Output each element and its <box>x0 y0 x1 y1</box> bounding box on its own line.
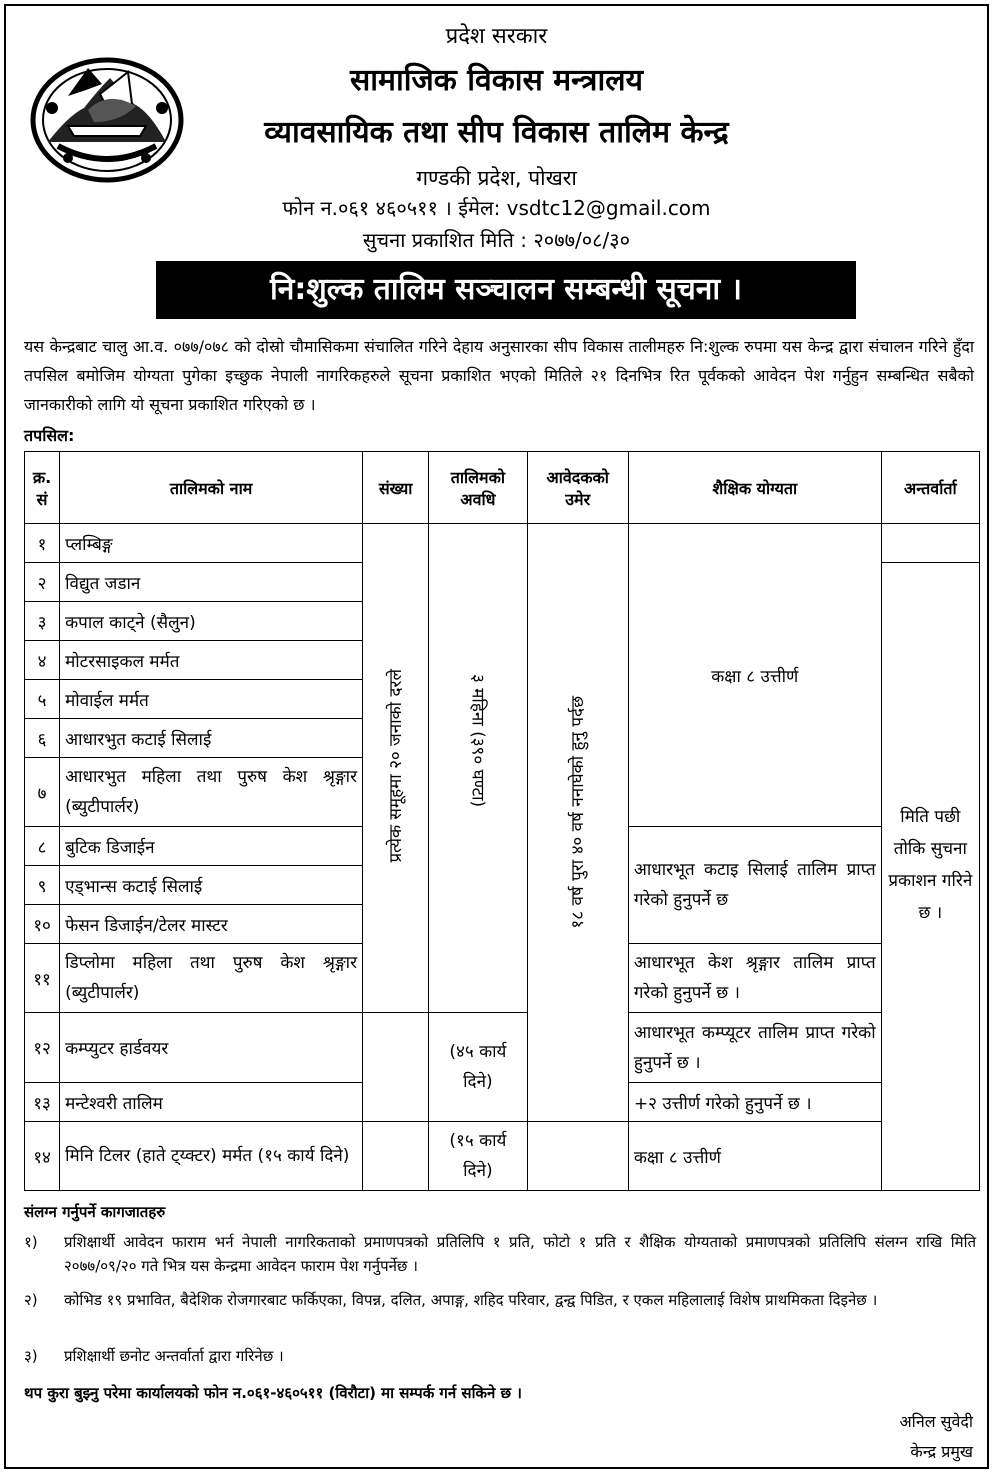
table-cell-sn: ५ <box>25 680 60 719</box>
table-cell-sn: ३ <box>25 602 60 641</box>
attachments-title: संलग्न गर्नुपर्ने कागजातहरु <box>24 1203 166 1221</box>
header-ministry: सामाजिक विकास मन्त्रालय <box>349 63 644 98</box>
table-cell-name: विद्युत जडान <box>60 563 363 602</box>
table-cell-qual-sewing: आधारभूत कटाइ सिलाई तालिम प्राप्त गरेको हुनुपर्ने छ <box>628 827 881 944</box>
attachment-number: २) <box>24 1291 38 1309</box>
table-cell-name: मोटरसाइकल मर्मत <box>60 641 363 680</box>
table-cell-name: आधारभुत महिला तथा पुरुष केश श्रृङ्गार (ब्युटीपार्लर) <box>60 758 363 827</box>
tapsil-label: तपसिल: <box>24 426 75 445</box>
table-cell-interview-merged <box>881 563 979 1191</box>
table-cell-name: प्लम्बिङ्ग <box>60 524 363 563</box>
table-cell-qual-beauty: आधारभूत केश श्रृङ्गार तालिम प्राप्त गरेको हुनुपर्ने छ । <box>628 944 881 1013</box>
table-cell-count-empty <box>363 1122 429 1191</box>
table-cell-sn: ४ <box>25 641 60 680</box>
header-sn: क्र. सं <box>25 452 60 524</box>
table-cell-count-merged <box>363 524 429 1013</box>
attachment-number: १) <box>24 1233 38 1251</box>
table-cell-duration-45: (४५ कार्य दिने) <box>429 1013 527 1122</box>
notice-page <box>4 4 989 1469</box>
table-cell-count-empty <box>363 1013 429 1122</box>
header-published-date: सुचना प्रकाशित मिति : २०७७/०८/३० <box>362 228 631 252</box>
table-cell-sn: २ <box>25 563 60 602</box>
table-cell-name: एड्भान्स कटाई सिलाई <box>60 866 363 905</box>
header-name: तालिमको नाम <box>60 452 363 524</box>
header-age: आवेदकको उमेर <box>527 452 628 524</box>
table-cell-qual-computer: आधारभूत कम्प्यूटर तालिम प्राप्त गरेको हुनुपर्ने छ । <box>628 1013 881 1083</box>
table-cell-sn: १२ <box>25 1013 60 1083</box>
table-cell-sn: ९ <box>25 866 60 905</box>
header-interview: अन्तर्वार्ता <box>881 452 979 524</box>
table-cell-sn: ८ <box>25 827 60 866</box>
table-cell-name: मन्टेश्वरी तालिम <box>60 1083 363 1122</box>
table-cell-qual-plus2: +२ उत्तीर्ण गरेको हुनुपर्ने छ । <box>628 1083 881 1122</box>
intro-paragraph: यस केन्द्रबाट चालु आ.व. ०७७/०७८ को दोस्रो चौमासिकमा संचालित गरिने देहाय अनुसारका सीप विकास तालीमहरु नि:शुल्क रुपमा यस केन्द्र द्वारा संचालन गरिने हुँदा तपसिल बमोजिम योग्यता पुगेका इच्छुक नेपाली नागरिकहरुले सूचना प्रकाशित भएको मितिले २१ दिनभित्र रित पूर्वकको आवेदन पेश गर्नुहुन सम्बन्धित सबैको जानकारीको लागि यो सूचना प्रकाशित गरिएको छ । <box>24 337 974 414</box>
header-location: गण्डकी प्रदेश, पोखरा <box>416 166 577 190</box>
header-duration: तालिमको अवधि <box>429 452 527 524</box>
count-merged-text: प्रत्येक समूहमा २० जनाको दरले <box>386 668 407 863</box>
header-contact: फोन न.०६१ ४६०५११ । ईमेल: vsdtc12@gmail.com <box>282 196 711 220</box>
table-cell-name: डिप्लोमा महिला तथा पुरुष केश श्रृङ्गार (ब्युटीपार्लर) <box>60 944 363 1013</box>
header-center: व्यावसायिक तथा सीप विकास तालिम केन्द्र <box>264 115 729 150</box>
age-merged-text: १८ वर्ष पुरा ४० वर्ष ननाघेको हुनु पर्दछ <box>568 696 589 929</box>
attachment-number: ३) <box>24 1347 38 1365</box>
attachment-item <box>24 1288 976 1340</box>
table-cell-name: आधारभुत कटाई सिलाई <box>60 719 363 758</box>
table-cell-name: मोवाईल मर्मत <box>60 680 363 719</box>
table-cell-duration-merged <box>429 524 527 1013</box>
header-count: संख्या <box>363 452 429 524</box>
table-cell-name: फेसन डिजाईन/टेलर मास्टर <box>60 905 363 944</box>
table-cell-name: कम्प्युटर हार्डवयर <box>60 1013 363 1083</box>
attachment-item <box>24 1344 976 1370</box>
footer-contact-note: थप कुरा बुझ्नु परेमा कार्यालयको फोन न.०६१-४६०५११ (विरौटा) मा सम्पर्क गर्न सकिने छ । <box>24 1384 522 1402</box>
table-cell-sn: ६ <box>25 719 60 758</box>
signature-name: अनिल सुवेदी <box>899 1412 973 1431</box>
attachment-item <box>24 1230 976 1282</box>
table-cell-sn: १ <box>25 524 60 563</box>
duration-main-text: ३ महिना (३९० घण्टा) <box>467 674 488 808</box>
notice-title-banner: नि:शुल्क तालिम सञ्चालन सम्बन्धी सूचना । <box>156 261 856 319</box>
header-government: प्रदेश सरकार <box>445 24 548 49</box>
table-cell-sn: ७ <box>25 758 60 827</box>
table-cell-name: बुटिक डिजाईन <box>60 827 363 866</box>
table-cell-duration-15: (१५ कार्य दिने) <box>429 1122 527 1191</box>
table-cell-qual-basic: कक्षा ८ उत्तीर्ण <box>628 524 881 827</box>
attachment-text: कोभिड १९ प्रभावित, बैदेशिक रोजगारबाट फर्किएका, विपन्न, दलित, अपाङ्ग, शहिद परिवार, द्वन्द्व पिडित, र एकल महिलालाई विशेष प्राथमिकता दिइनेछ । <box>64 1291 878 1309</box>
table-cell-sn: ११ <box>25 944 60 1013</box>
table-cell-sn: १४ <box>25 1122 60 1191</box>
table-cell-name: मिनि टिलर (हाते ट्य्क्टर) मर्मत (१५ कार्य दिने) <box>60 1122 363 1191</box>
header-qualification: शैक्षिक योग्यता <box>628 452 881 524</box>
table-cell-interview-empty <box>881 524 979 563</box>
attachment-text: प्रशिक्षार्थी आवेदन फाराम भर्न नेपाली नागरिकताको प्रमाणपत्रको प्रतिलिपि १ प्रति, फोटो १ प्रति र शैक्षिक योग्यताको प्रमाणपत्रको प्रतिलिपि संलग्न राखि मिति २०७७/०९/२० गते भित्र यस केन्द्रमा आवेदन फाराम पेश गर्नुपर्नेछ । <box>64 1233 976 1275</box>
table-cell-qual-tiller: कक्षा ८ उत्तीर्ण <box>628 1122 881 1191</box>
attachment-text: प्रशिक्षार्थी छनोट अन्तर्वार्ता द्वारा गरिनेछ । <box>64 1347 284 1365</box>
table-cell-age-merged <box>527 524 628 1122</box>
interview-text: मिति पछी तोकि सुचना प्रकाशन गरिने छ । <box>888 807 973 923</box>
table-cell-name: कपाल काट्ने (सैलुन) <box>60 602 363 641</box>
signature-title: केन्द्र प्रमुख <box>910 1442 973 1461</box>
table-cell-age-empty <box>527 1122 628 1191</box>
training-table <box>24 451 980 1191</box>
table-cell-sn: १० <box>25 905 60 944</box>
table-cell-sn: १३ <box>25 1083 60 1122</box>
